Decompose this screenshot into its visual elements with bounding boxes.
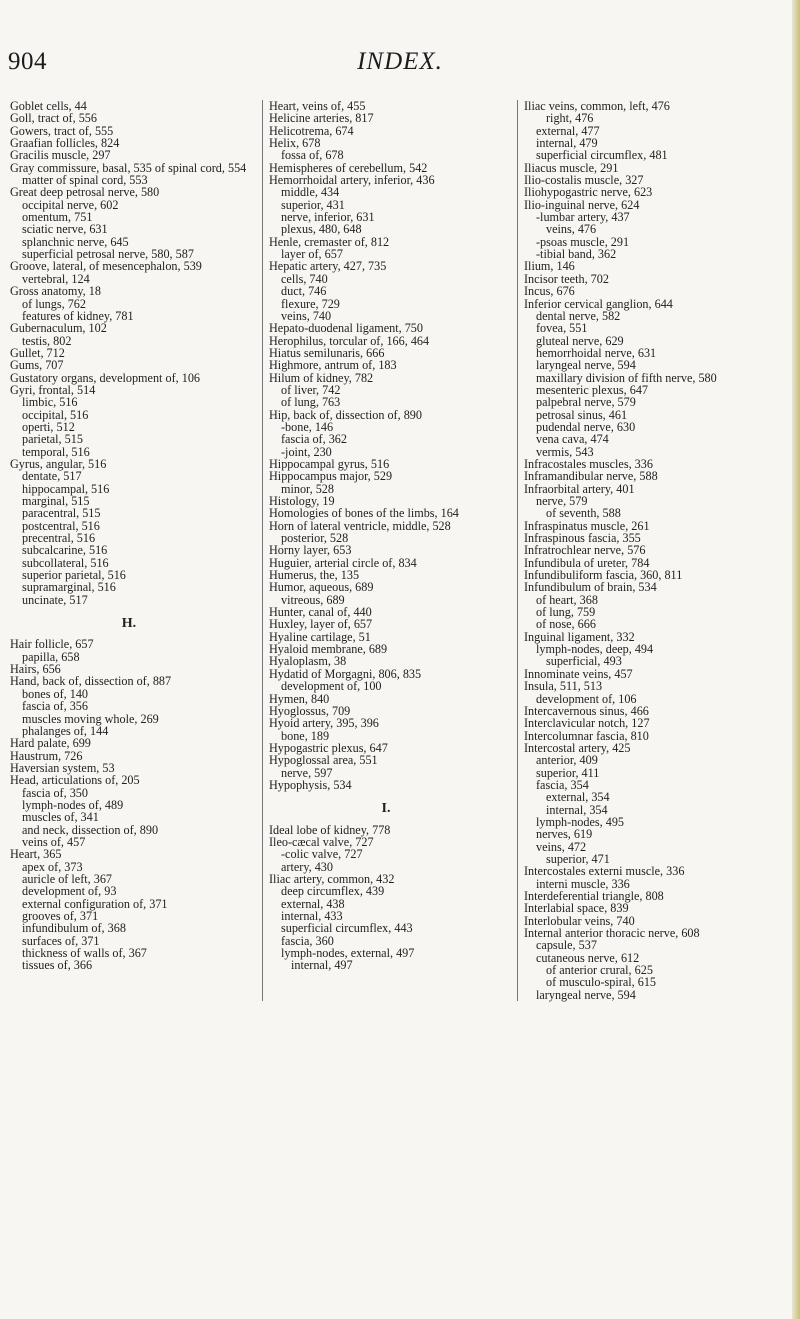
- index-entry: Intercostales externi muscle, 336: [524, 864, 685, 879]
- index-entry: Hyaloplasm, 38: [269, 654, 347, 669]
- index-entry: thickness of walls of, 367: [22, 946, 147, 961]
- index-entry: Helicine arteries, 817: [269, 111, 374, 126]
- index-entry: hemorrhoidal nerve, 631: [536, 345, 657, 360]
- index-entry: Haustrum, 726: [10, 748, 83, 763]
- index-entry: Hard palate, 699: [10, 736, 91, 751]
- index-entry: fascia of, 356: [22, 699, 88, 714]
- index-entry: bones of, 140: [22, 686, 89, 701]
- index-entry: uncinate, 517: [22, 592, 88, 607]
- index-entry: Horny layer, 653: [269, 543, 352, 558]
- index-entry: palpebral nerve, 579: [536, 395, 636, 410]
- index-entry: surfaces of, 371: [22, 933, 100, 948]
- index-entry: Hippocampal gyrus, 516: [269, 456, 390, 471]
- index-entry: Ilio-costalis muscle, 327: [524, 173, 644, 188]
- index-entry: Hemispheres of cerebellum, 542: [269, 160, 428, 175]
- index-entry: Hand, back of, dissection of, 887: [10, 674, 172, 689]
- index-entry: omentum, 751: [22, 210, 93, 225]
- index-entry: Iliohypogastric nerve, 623: [524, 185, 653, 200]
- index-entry: fascia of, 362: [281, 432, 347, 447]
- index-entry: phalanges of, 144: [22, 723, 109, 738]
- index-entry: Hyoid artery, 395, 396: [269, 716, 379, 731]
- index-entry: fossa of, 678: [281, 148, 344, 163]
- index-entry: Huxley, layer of, 657: [269, 617, 373, 632]
- index-entry: of heart, 368: [536, 592, 598, 607]
- index-entry: Incus, 676: [524, 284, 575, 299]
- index-entry: fascia, 354: [536, 777, 589, 792]
- index-entry: infundibulum of, 368: [22, 921, 126, 936]
- index-entry: of lung, 763: [281, 395, 341, 410]
- page-header: [0, 48, 800, 88]
- index-entry: Intercostal artery, 425: [524, 740, 631, 755]
- index-entry: bone, 189: [281, 728, 330, 743]
- index-entry: of nose, 666: [536, 617, 596, 632]
- index-entry: superior parietal, 516: [22, 568, 126, 583]
- index-entry: right, 476: [546, 111, 594, 126]
- index-entry: Intercolumnar fascia, 810: [524, 728, 649, 743]
- index-entry: testis, 802: [22, 333, 72, 348]
- index-entry: Humerus, the, 135: [269, 568, 360, 583]
- index-entry: veins, 476: [546, 222, 597, 237]
- index-entry: superior, 411: [536, 765, 600, 780]
- index-entry: interni muscle, 336: [536, 876, 630, 891]
- index-entry: Highmore, antrum of, 183: [269, 358, 397, 373]
- index-entry: occipital, 516: [22, 407, 89, 422]
- index-entry: Great deep petrosal nerve, 580: [10, 185, 160, 200]
- index-entry: subcollateral, 516: [22, 555, 109, 570]
- index-entry: development of, 106: [536, 691, 637, 706]
- index-entry: Interdeferential triangle, 808: [524, 889, 664, 903]
- index-entry: precentral, 516: [22, 531, 96, 546]
- index-entry: Gyri, frontal, 514: [10, 382, 96, 397]
- index-column-3: [517, 100, 758, 1001]
- index-entry: Interlabial space, 839: [524, 901, 629, 916]
- index-entry: splanchnic nerve, 645: [22, 234, 129, 249]
- index-entry: petrosal sinus, 461: [536, 407, 628, 422]
- index-entry: Interlobular veins, 740: [524, 913, 635, 928]
- index-entry: anterior, 409: [536, 753, 598, 768]
- index-entry: Inguinal ligament, 332: [524, 629, 635, 644]
- index-entry: external, 477: [536, 123, 600, 138]
- index-entry: muscles moving whole, 269: [22, 711, 159, 726]
- index-entry: dentate, 517: [22, 469, 82, 484]
- index-entry: -joint, 230: [281, 444, 332, 459]
- index-entry: Insula, 511, 513: [524, 679, 603, 694]
- index-entry: Ileo-cæcal valve, 727: [269, 834, 374, 849]
- index-entry: superficial circumflex, 443: [281, 921, 413, 936]
- index-entry: -bone, 146: [281, 419, 334, 434]
- index-entry: external configuration of, 371: [22, 896, 168, 911]
- index-entry: Hymen, 840: [269, 691, 330, 706]
- index-entry: internal, 433: [281, 909, 343, 923]
- index-entry: deep circumflex, 439: [281, 884, 385, 899]
- page-edge: [792, 0, 800, 1319]
- index-entry: Graafian follicles, 824: [10, 136, 120, 151]
- index-entry: operti, 512: [22, 419, 75, 434]
- index-entry: Gums, 707: [10, 358, 64, 373]
- index-entry: Infraspinous fascia, 355: [524, 531, 641, 546]
- index-entry: cutaneous nerve, 612: [536, 950, 640, 965]
- index-entry: gluteal nerve, 629: [536, 333, 624, 348]
- index-entry: vitreous, 689: [281, 592, 345, 607]
- index-entry: -lumbar artery, 437: [536, 210, 630, 225]
- index-entry: and neck, dissection of, 890: [22, 822, 159, 837]
- index-entry: plexus, 480, 648: [281, 222, 362, 237]
- index-entry: Gross anatomy, 18: [10, 284, 101, 299]
- index-entry: matter of spinal cord, 553: [22, 173, 148, 188]
- index-entry: Homologies of bones of the limbs, 164: [269, 506, 459, 521]
- index-entry: cells, 740: [281, 271, 328, 286]
- index-entry: nerves, 619: [536, 827, 593, 842]
- index-entry: Goll, tract of, 556: [10, 111, 97, 126]
- index-entry: marginal, 515: [22, 494, 90, 508]
- index-entry: supramarginal, 516: [22, 580, 116, 595]
- index-entry: Hunter, canal of, 440: [269, 605, 372, 620]
- index-entry: veins of, 457: [22, 834, 86, 849]
- index-entry: Iliacus muscle, 291: [524, 160, 619, 175]
- index-entry: dental nerve, 582: [536, 308, 621, 323]
- index-entry: tissues of, 366: [22, 958, 93, 973]
- index-entry: Gowers, tract of, 555: [10, 123, 114, 138]
- index-entry: -psoas muscle, 291: [536, 234, 630, 249]
- index-column-1: [10, 100, 248, 1001]
- index-entry: of seventh, 588: [546, 506, 621, 521]
- index-entry: pudendal nerve, 630: [536, 419, 636, 434]
- index-entry: internal, 479: [536, 136, 598, 151]
- index-entry: paracentral, 515: [22, 506, 101, 521]
- index-entry: of anterior crural, 625: [546, 963, 653, 978]
- index-entry: features of kidney, 781: [22, 308, 134, 323]
- index-entry: Helix, 678: [269, 136, 321, 151]
- index-entry: Hairs, 656: [10, 662, 61, 677]
- index-entry: of musculo-spiral, 615: [546, 975, 657, 990]
- index-entry: Hilum of kidney, 782: [269, 370, 374, 385]
- index-entry: Ideal lobe of kidney, 778: [269, 822, 391, 837]
- index-entry: auricle of left, 367: [22, 871, 113, 886]
- index-entry: superficial petrosal nerve, 580, 587: [22, 247, 194, 262]
- index-entry: papilla, 658: [22, 649, 80, 664]
- index-entry: superficial circumflex, 481: [536, 148, 668, 163]
- index-entry: Heart, veins of, 455: [269, 99, 366, 113]
- index-entry: Gracilis muscle, 297: [10, 148, 111, 163]
- index-entry: Infratrochlear nerve, 576: [524, 543, 646, 558]
- index-entry: internal, 354: [546, 802, 608, 817]
- index-entry: Goblet cells, 44: [10, 99, 87, 113]
- section-letter: I.: [381, 801, 391, 817]
- index-entry: middle, 434: [281, 185, 340, 200]
- index-entry: superficial, 493: [546, 654, 622, 669]
- index-entry: Head, articulations of, 205: [10, 773, 140, 788]
- index-entry: of lungs, 762: [22, 296, 86, 311]
- page-number: 904: [8, 48, 47, 75]
- index-entry: grooves of, 371: [22, 909, 99, 923]
- index-entry: Hyaloid membrane, 689: [269, 642, 388, 657]
- index-entry: veins, 740: [281, 308, 332, 323]
- index-entry: Henle, cremaster of, 812: [269, 234, 390, 249]
- index-entry: lymph-nodes, 495: [536, 814, 625, 829]
- index-entry: Hepatic artery, 427, 735: [269, 259, 387, 274]
- index-entry: development of, 93: [22, 884, 117, 899]
- index-entry: sciatic nerve, 631: [22, 222, 108, 237]
- index-entry: fascia, 360: [281, 933, 334, 948]
- index-entry: superior, 431: [281, 197, 345, 212]
- index-entry: Infundibuliform fascia, 360, 811: [524, 568, 683, 583]
- index-entry: Hair follicle, 657: [10, 637, 94, 652]
- index-entry: Huguier, arterial circle of, 834: [269, 555, 417, 570]
- section-letter: H.: [121, 616, 137, 632]
- index-entry: Inframandibular nerve, 588: [524, 469, 658, 484]
- index-entry: Intercavernous sinus, 466: [524, 703, 649, 718]
- index-entry: mesenteric plexus, 647: [536, 382, 649, 397]
- index-entry: hippocampal, 516: [22, 481, 110, 496]
- index-entry: postcentral, 516: [22, 518, 100, 533]
- index-entry: capsule, 537: [536, 938, 597, 953]
- index-entry: Hyaline cartilage, 51: [269, 629, 371, 644]
- index-entry: of lung, 759: [536, 605, 596, 620]
- index-entry: subcalcarine, 516: [22, 543, 108, 558]
- index-entry: nerve, 579: [536, 494, 588, 508]
- index-columns: [10, 100, 770, 1001]
- index-entry: nerve, inferior, 631: [281, 210, 375, 225]
- index-entry: Innominate veins, 457: [524, 666, 633, 681]
- index-entry: Internal anterior thoracic nerve, 608: [524, 926, 700, 941]
- index-entry: Hip, back of, dissection of, 890: [269, 407, 422, 422]
- running-title: INDEX.: [357, 48, 443, 75]
- index-entry: vermis, 543: [536, 444, 594, 459]
- index-entry: Hypoglossal area, 551: [269, 753, 378, 768]
- index-entry: occipital nerve, 602: [22, 197, 119, 212]
- index-entry: internal, 497: [291, 958, 353, 973]
- index-entry: Hemorrhoidal artery, inferior, 436: [269, 173, 435, 188]
- index-entry: fascia of, 350: [22, 785, 88, 800]
- index-entry: -tibial band, 362: [536, 247, 617, 262]
- index-entry: posterior, 528: [281, 531, 349, 546]
- index-entry: development of, 100: [281, 679, 382, 694]
- index-entry: Hepato-duodenal ligament, 750: [269, 321, 423, 336]
- index-entry: Hydatid of Morgagni, 806, 835: [269, 666, 422, 681]
- index-entry: Gustatory organs, development of, 106: [10, 370, 201, 385]
- index-entry: lymph-nodes of, 489: [22, 797, 124, 812]
- index-entry: Iliac veins, common, left, 476: [524, 99, 670, 113]
- index-entry: minor, 528: [281, 481, 334, 496]
- index-entry: Hippocampus major, 529: [269, 469, 393, 484]
- index-entry: of liver, 742: [281, 382, 341, 397]
- index-entry: Hyoglossus, 709: [269, 703, 351, 718]
- index-entry: Infracostales muscles, 336: [524, 456, 653, 471]
- index-entry: parietal, 515: [22, 432, 83, 447]
- index-entry: Gray commissure, basal, 535 of spinal cord, 554: [10, 160, 247, 175]
- index-entry: Groove, lateral, of mesencephalon, 539: [10, 259, 202, 274]
- index-entry: vena cava, 474: [536, 432, 609, 447]
- index-entry: Humor, aqueous, 689: [269, 580, 374, 595]
- index-entry: Herophilus, torcular of, 166, 464: [269, 333, 430, 348]
- index-entry: layer of, 657: [281, 247, 343, 262]
- index-entry: Incisor teeth, 702: [524, 271, 609, 286]
- index-entry: -colic valve, 727: [281, 847, 363, 862]
- index-entry: temporal, 516: [22, 444, 90, 459]
- index-entry: Iliac artery, common, 432: [269, 871, 395, 886]
- index-entry: nerve, 597: [281, 765, 333, 780]
- index-entry: Infraspinatus muscle, 261: [524, 518, 650, 533]
- index-entry: external, 438: [281, 896, 345, 911]
- index-entry: flexure, 729: [281, 296, 340, 311]
- index-entry: external, 354: [546, 790, 610, 805]
- index-entry: Infraorbital artery, 401: [524, 481, 635, 496]
- index-entry: superior, 471: [546, 851, 610, 866]
- index-entry: artery, 430: [281, 859, 333, 874]
- index-entry: lymph-nodes, deep, 494: [536, 642, 654, 657]
- index-entry: muscles of, 341: [22, 810, 99, 825]
- index-entry: Hypophysis, 534: [269, 777, 352, 792]
- index-entry: Infundibula of ureter, 784: [524, 555, 650, 570]
- index-entry: Histology, 19: [269, 494, 335, 508]
- index-column-2: [262, 100, 503, 1001]
- index-entry: duct, 746: [281, 284, 327, 299]
- index-entry: vertebral, 124: [22, 271, 90, 286]
- index-entry: Horn of lateral ventricle, middle, 528: [269, 518, 451, 533]
- index-entry: Ilio-inguinal nerve, 624: [524, 197, 640, 212]
- index-entry: Ilium, 146: [524, 259, 575, 274]
- index-entry: Infundibulum of brain, 534: [524, 580, 657, 595]
- index-entry: laryngeal nerve, 594: [536, 358, 636, 373]
- index-entry: limbic, 516: [22, 395, 78, 410]
- index-entry: Gullet, 712: [10, 345, 65, 360]
- index-entry: Hypogastric plexus, 647: [269, 740, 388, 755]
- index-entry: laryngeal nerve, 594: [536, 987, 636, 1002]
- index-entry: Inferior cervical ganglion, 644: [524, 296, 673, 311]
- index-entry: Gubernaculum, 102: [10, 321, 107, 336]
- index-entry: apex of, 373: [22, 859, 83, 874]
- index-entry: Heart, 365: [10, 847, 62, 862]
- index-entry: lymph-nodes, external, 497: [281, 946, 415, 961]
- index-entry: Gyrus, angular, 516: [10, 456, 107, 471]
- index-entry: Hiatus semilunaris, 666: [269, 345, 385, 360]
- index-entry: Helicotrema, 674: [269, 123, 354, 138]
- index-entry: maxillary division of fifth nerve, 580: [536, 370, 717, 385]
- index-entry: Haversian system, 53: [10, 760, 115, 775]
- index-entry: Interclavicular notch, 127: [524, 716, 650, 731]
- index-entry: fovea, 551: [536, 321, 588, 336]
- index-entry: veins, 472: [536, 839, 587, 854]
